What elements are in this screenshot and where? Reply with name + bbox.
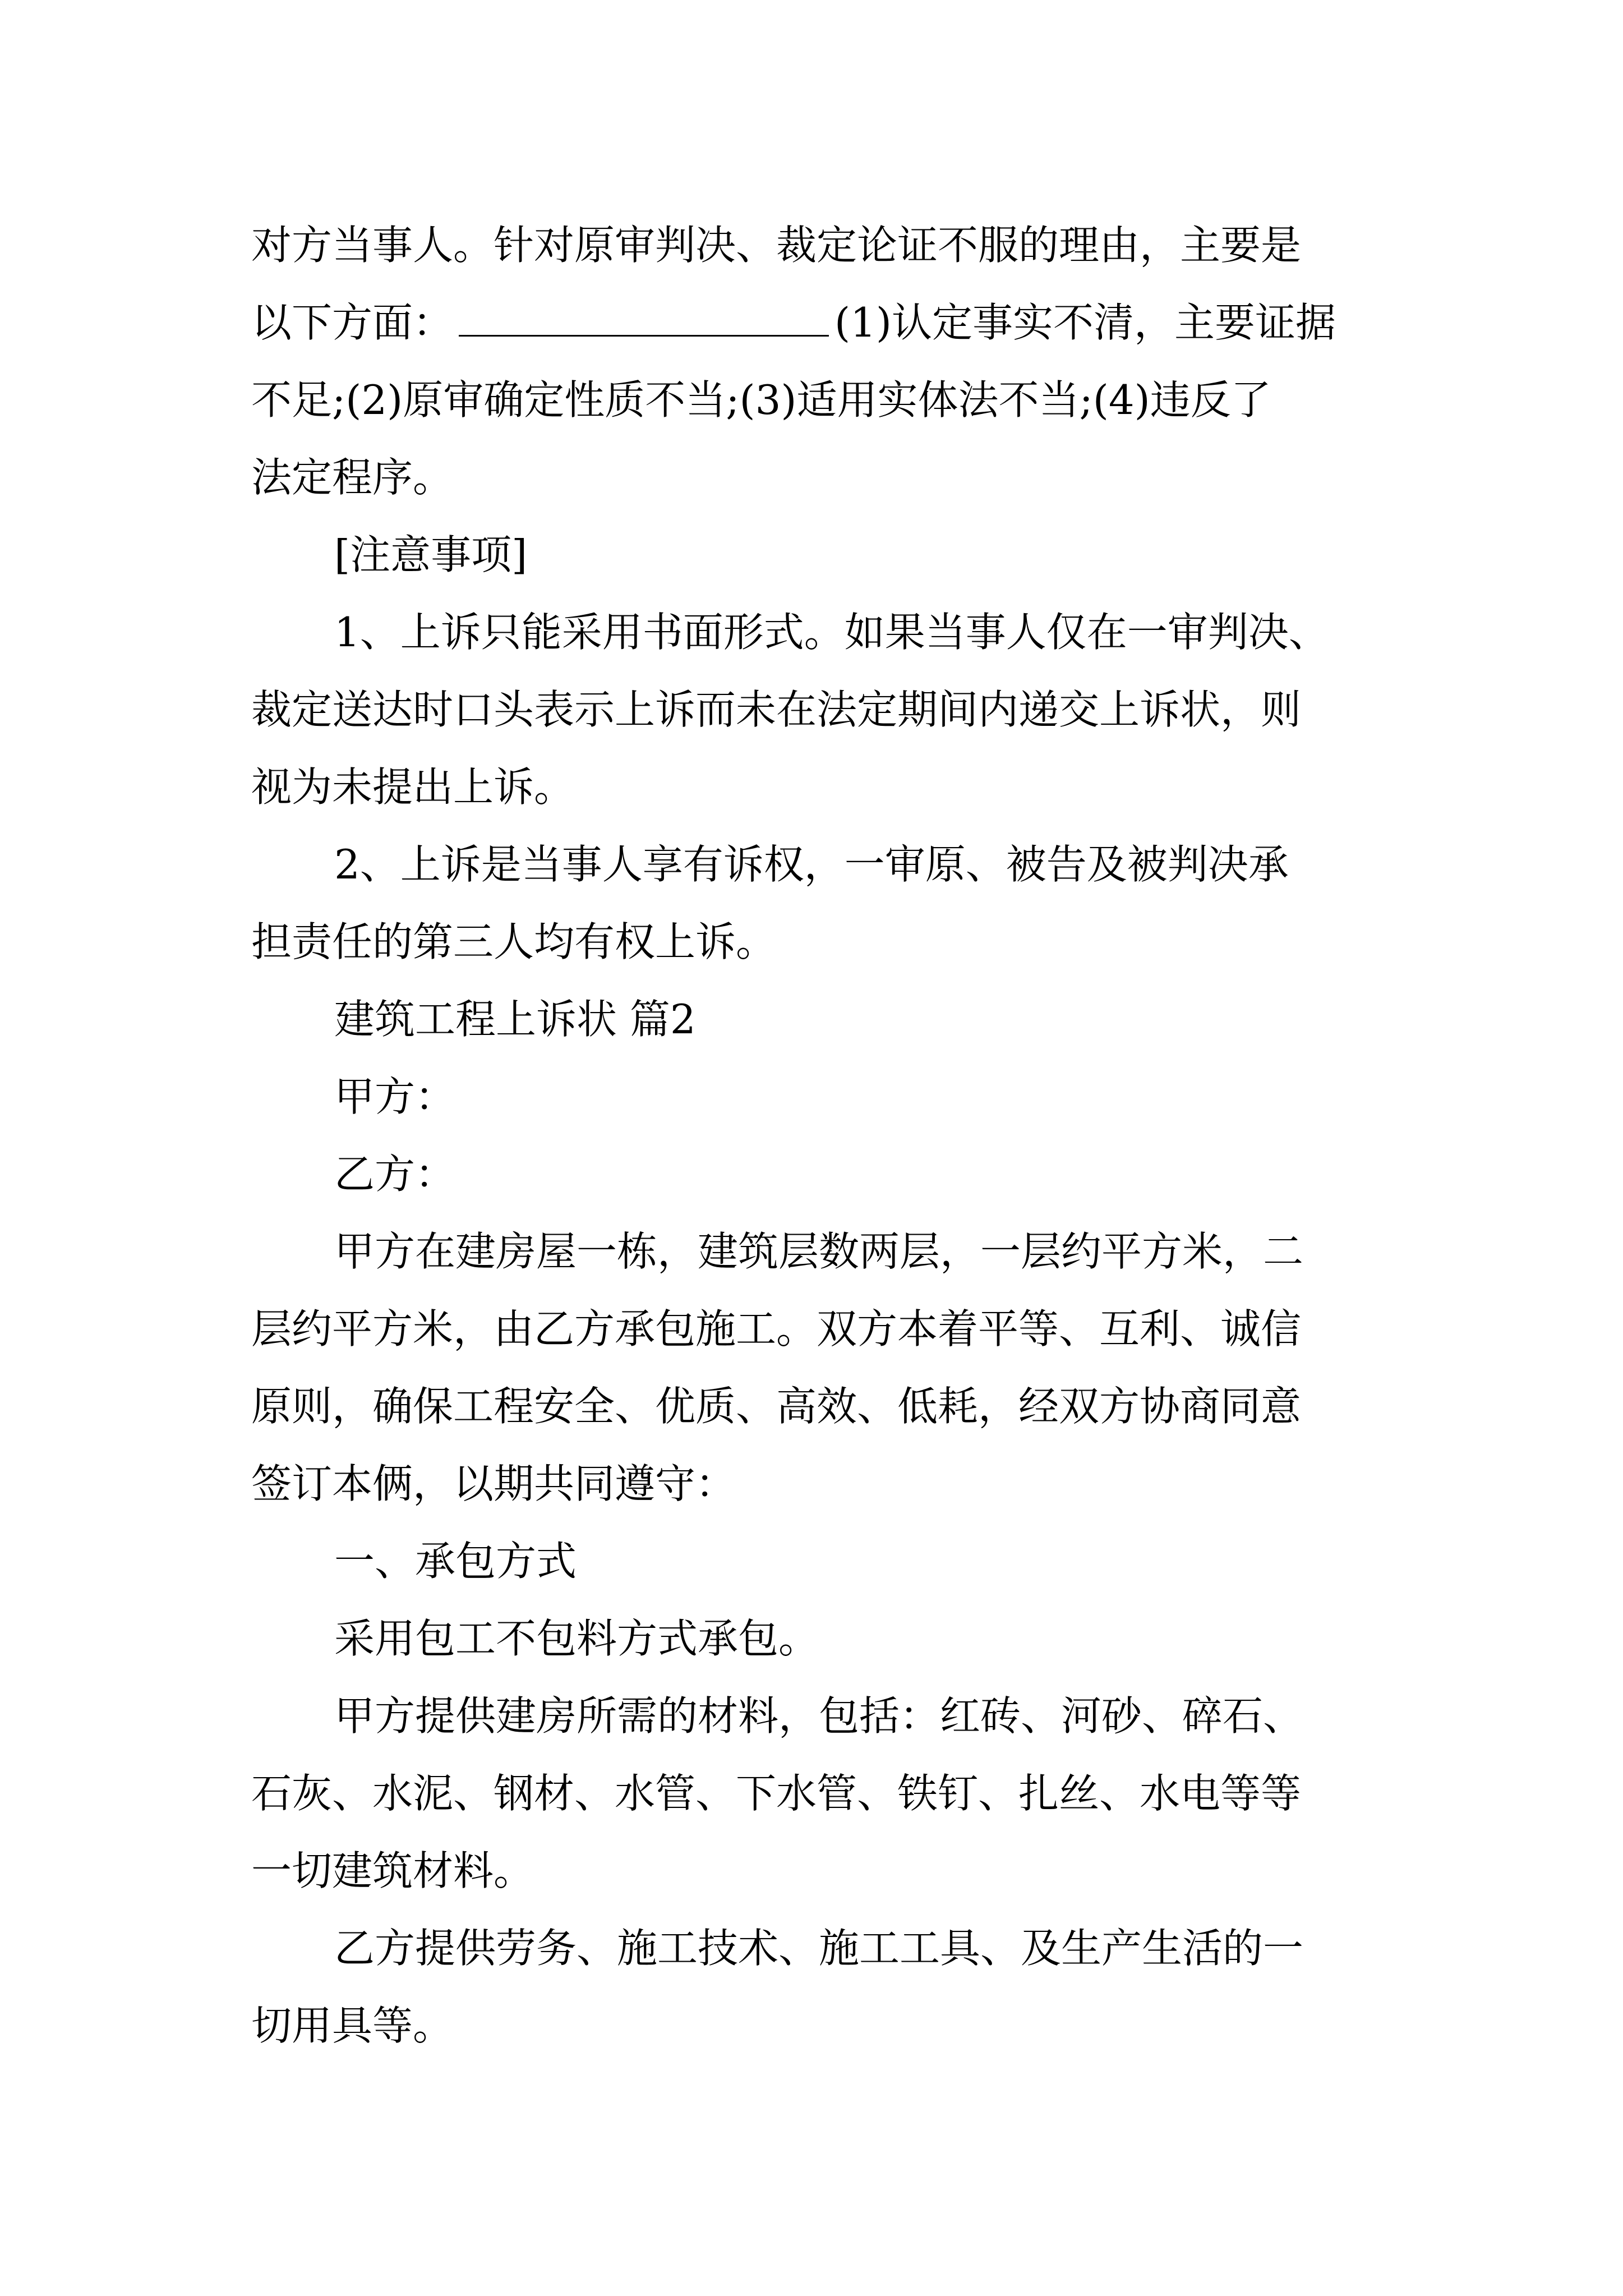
fill-in-blank xyxy=(459,301,829,337)
clause-1-heading: 一、承包方式 xyxy=(334,1538,577,1585)
text-line: 不足;(2)原审确定性质不当;(3)适用实体法不当;(4)违反了 xyxy=(251,376,1271,424)
clause-1-text: 采用包工不包料方式承包。 xyxy=(334,1615,819,1662)
text-line: 一切建筑材料。 xyxy=(251,1847,534,1894)
paragraph-labor xyxy=(251,1910,1384,2064)
paragraph-appeal-reasons xyxy=(251,206,1384,516)
paragraph-note-2 xyxy=(251,826,1384,981)
document-page xyxy=(251,206,1384,2064)
paragraph-materials xyxy=(251,1677,1384,1910)
text-line: 甲方提供建房所需的材料，包括：红砖、河砂、碎石、 xyxy=(334,1692,1304,1740)
text-line xyxy=(251,284,1384,361)
party-a-label: 甲方： xyxy=(334,1073,456,1120)
text-line: 法定程序。 xyxy=(251,454,454,501)
text-line: 石灰、水泥、钢材、水管、下水管、铁钉、扎丝、水电等等 xyxy=(251,1770,1302,1817)
text-fragment: (1)认定事实不清，主要证据 xyxy=(834,299,1336,346)
text-line: 裁定送达时口头表示上诉而未在法定期间内递交上诉状，则 xyxy=(251,686,1302,733)
text-line: 层约平方米，由乙方承包施工。双方本着平等、互利、诚信 xyxy=(251,1305,1302,1352)
text-line: 对方当事人。针对原审判决、裁定论证不服的理由，主要是 xyxy=(251,222,1302,269)
section-title: 建筑工程上诉状 篇2 xyxy=(334,996,696,1043)
paragraph-contract-intro xyxy=(251,1213,1384,1522)
party-b-label: 乙方： xyxy=(334,1151,456,1198)
text-line: 视为未提出上诉。 xyxy=(251,763,575,811)
text-line: 原则，确保工程安全、优质、高效、低耗，经双方协商同意 xyxy=(251,1383,1302,1430)
paragraph-note-1 xyxy=(251,593,1384,826)
notes-heading: [注意事项] xyxy=(334,531,528,578)
text-line: 签订本俩，以期共同遵守： xyxy=(251,1460,736,1507)
text-fragment: 以下方面： xyxy=(251,299,454,346)
text-line: 甲方在建房屋一栋，建筑层数两层，一层约平方米，二 xyxy=(334,1228,1304,1275)
text-line: 切用具等。 xyxy=(251,2002,454,2049)
text-line: 2、上诉是当事人享有诉权，一审原、被告及被判决承 xyxy=(334,841,1289,888)
text-line: 乙方提供劳务、施工技术、施工工具、及生产生活的一 xyxy=(334,1925,1304,1972)
text-line: 担责任的第三人均有权上诉。 xyxy=(251,918,777,965)
text-line: 1、上诉只能采用书面形式。如果当事人仅在一审判决、 xyxy=(334,609,1329,656)
